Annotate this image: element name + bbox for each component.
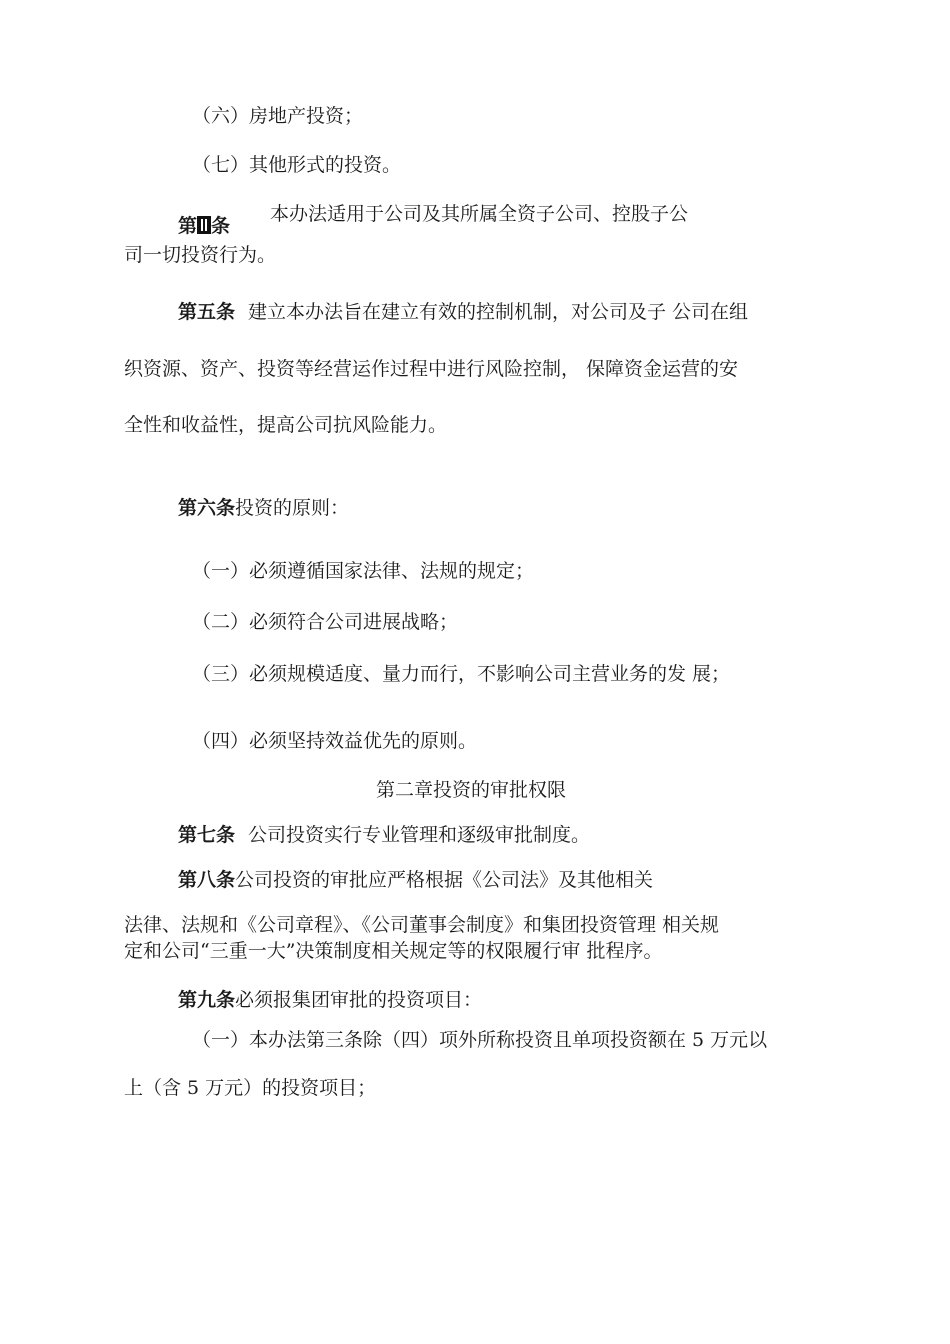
article-5-continuation-1: 织资源、资产、投资等经营运作过程中进行风险控制， 保障资金运营的安 [124, 358, 739, 380]
article-4-label [178, 214, 230, 238]
chapter-2-title: 第二章投资的审批权限 [376, 779, 567, 801]
item-six: （六）房地产投资； [192, 105, 364, 127]
article-8-continuation-1: 法律、法规和《公司章程》、《公司董事会制度》和集团投资管理 相关规 [124, 914, 720, 936]
article-7-label: 第七条 [178, 824, 236, 846]
article-6-text: 投资的原则： [235, 497, 350, 519]
article-4-text: 本办法适用于公司及其所属全资子公司、控股子公 [270, 203, 689, 225]
article-6-label: 第六条 [178, 497, 236, 519]
article-5-text: 建立本办法旨在建立有效的控制机制，对公司及子 公司在组 [248, 301, 749, 323]
redaction-mark-icon [197, 216, 211, 234]
article-6-line [178, 496, 349, 520]
article-8-text: 公司投资的审批应严格根据《公司法》及其他相关 [235, 869, 654, 891]
article-4-label-pre: 第 [178, 215, 198, 237]
article-8-continuation-2: 定和公司“三重一大”决策制度相关规定等的权限履行审 批程序。 [124, 940, 663, 962]
article-9-item-1: （一）本办法第三条除（四）项外所称投资且单项投资额在 5 万元以 [192, 1029, 768, 1051]
article-8-line [178, 868, 653, 892]
item-seven: （七）其他形式的投资。 [192, 154, 402, 176]
article-9-label: 第九条 [178, 989, 236, 1011]
principle-4: （四）必须坚持效益优先的原则。 [192, 730, 478, 752]
article-8-label: 第八条 [178, 869, 236, 891]
article-5-label: 第五条 [178, 301, 236, 323]
article-5-continuation-2: 全性和收益性，提高公司抗风险能力。 [124, 414, 448, 436]
article-4-continuation: 司一切投资行为。 [124, 244, 277, 266]
principle-1: （一）必须遵循国家法律、法规的规定； [192, 560, 535, 582]
article-4-label-post: 条 [211, 215, 231, 237]
article-7-text: 公司投资实行专业管理和逐级审批制度。 [248, 824, 591, 846]
article-7-line [178, 823, 590, 847]
article-9-line [178, 988, 482, 1012]
article-5-first-line [178, 300, 748, 324]
article-9-text: 必须报集团审批的投资项目： [235, 989, 483, 1011]
article-9-item-1-continuation: 上（含 5 万元）的投资项目； [124, 1077, 377, 1099]
principle-3: （三）必须规模适度、量力而行，不影响公司主营业务的发 展； [192, 663, 731, 685]
principle-2: （二）必须符合公司进展战略； [192, 611, 459, 633]
